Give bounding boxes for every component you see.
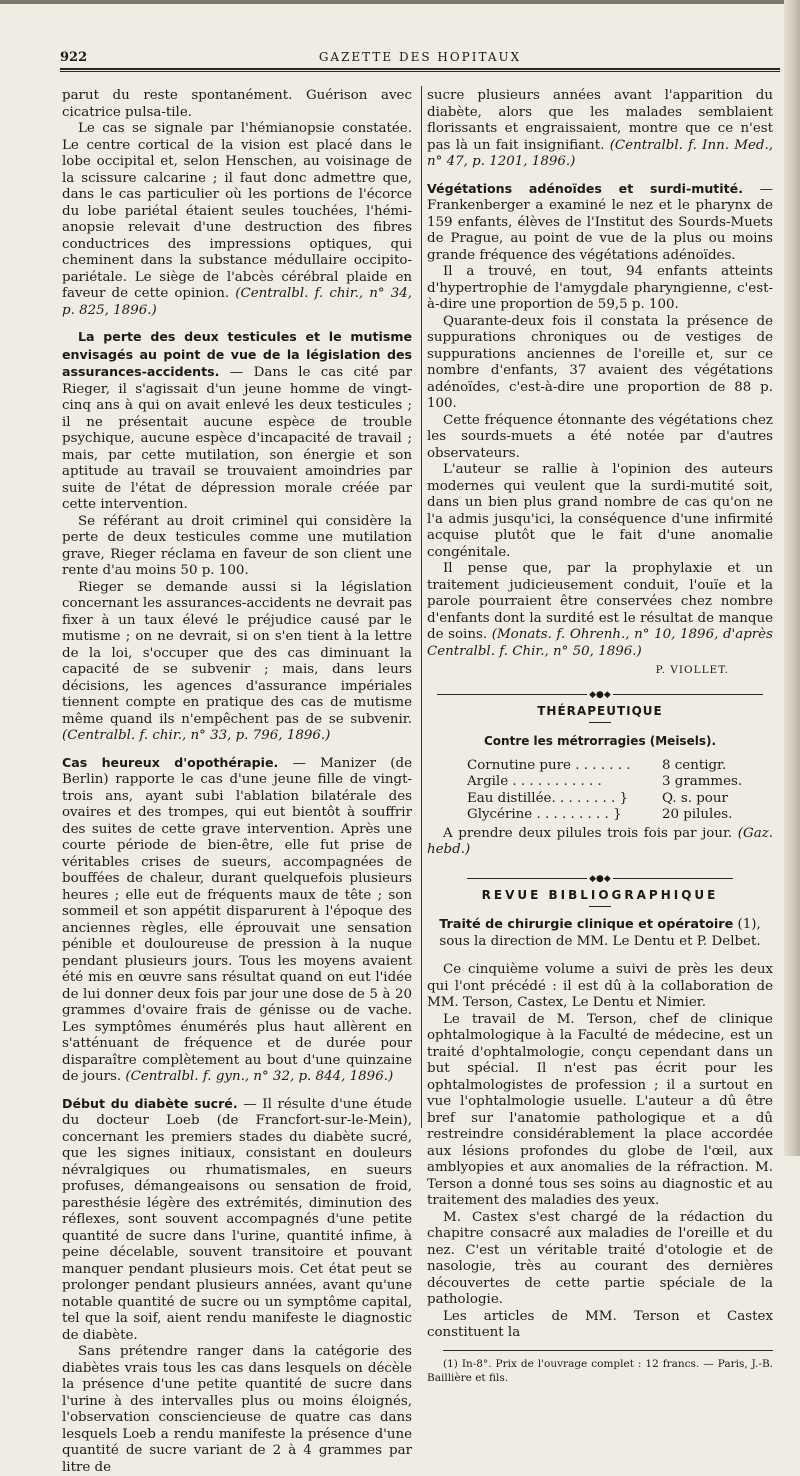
prescription-table [467, 758, 742, 824]
article-heading: La perte des deux testicules et le mutisme envisagés au point de vue de la législation des assurances-accidents. [62, 329, 412, 379]
paragraph: Cette fréquence étonnante des végétations chez les sourds-muets a été notée par d'autres observateurs. [427, 412, 773, 461]
running-title: GAZETTE DES HOPITAUX [318, 50, 522, 64]
paragraph: L'auteur se rallie à l'opinion des auteurs modernes qui veulent que la surdi-mutité soit, dans un bien plus grand nombre de cas qu'on ne l'a admis jusqu'ici, la conséquence d'une infirmité acquise plutôt que le fait d'une anomalie congénitale. [427, 462, 773, 560]
prescription-row: Cornutine pure . . . . . . . 8 centigr. [467, 757, 727, 773]
paragraph: Rieger se demande aussi si la législation concernant les assurances-accidents ne devrait pas fixer à un taux élevé le préjudice causé par le mutisme ; on ne devrait, si on s'en tient à la lettre de la loi, s'occuper que des cas diminuant la capacité de se subvenir ; mais, dans leurs décisions, les agences d'assurance impériales tiennent compte en pratique des cas de mutisme même quand ils n'empêchent pas de se subvenir. (Centralbl. f. chir., n° 33, p. 796, 1896.) [62, 579, 412, 743]
article: Début du diabète sucré. — Il résulte d'une étude du docteur Loeb (de Francfort-sur-le-Mein), concernant les premiers stades du diabète sucré, que les signes initiaux, consistant en douleurs névralgiques ou rhumatismales, en sueurs profuses, démangeaisons ou sensation de froid, paresthésie légère des extrémités, diminution des réflexes, sont souvent accompagnés d'une petite quantité de sucre dans l'urine, quantité infime, à peine décelable, souvent transitoire et pouvant manquer pendant plusieurs mois. Cet état peut se prolonger pendant plusieurs années, avant qu'une notable quantité de sucre ou un symptôme capital, tel que la soif, aient rendu manifeste le diagnostic de diabète. [62, 1095, 412, 1343]
article-heading: Végétations adénoïdes et surdi-mutité. [427, 180, 743, 196]
footnote-rule [443, 1350, 773, 1351]
page-header [60, 50, 780, 64]
citation: (Centralbl. f. gyn., n° 32, p. 844, 1896.) [125, 1069, 394, 1084]
paragraph: parut du reste spontanément. Guérison avec cicatrice pulsa-tile. [62, 88, 412, 120]
header-rule-thin [60, 71, 780, 72]
paragraph: Se référant au droit criminel qui considère la perte de deux testicules comme une mutilation grave, Rieger réclama en faveur de son client une rente d'au moins 50 p. 100. [62, 513, 412, 578]
citation: (Centralbl. f. chir., n° 33, p. 796, 1896.) [62, 728, 331, 743]
article: Végétations adénoïdes et surdi-mutité. — Frankenberger a examiné le nez et le pharynx de 159 enfants, élèves de l'Institut des Sourds-Muets de Prague, au point de vue de la plus ou moins grande fréquence des végétations adénoïdes. [427, 180, 773, 263]
column-divider [421, 86, 422, 1128]
article-heading: Cas heureux d'opothérapie. [62, 754, 279, 770]
paragraph: Le travail de M. Terson, chef de clinique ophtalmologique à la Faculté de médecine, est un traité d'ophtalmologie, conçu cependant dans un but spécial. Il n'est pas écrit pour les ophtalmologistes de profession ; il a surtout en vue l'ophtalmologie usuelle. L'auteur a dû être bref sur l'anatomie pathologique et a dû restreindre considérablement la place accordée aux lésions profondes du globe de l'œil, aux amblyopies et aux anomalies de la réfraction. M. Terson a donné tous ses soins au diagnostic et au traitement des maladies des yeux. [427, 1011, 773, 1208]
prescription-row: Eau distillée. . . . . . . . } Q. s. pour [467, 790, 728, 806]
page-edge [784, 0, 800, 1156]
article-heading: Début du diabète sucré. [62, 1095, 238, 1111]
header-rule [60, 68, 780, 70]
prescription-note: A prendre deux pilules trois fois par jour. (Gaz. hebd.) [427, 825, 773, 857]
citation: (Monats. f. Ohrenh., n° 10, 1896, d'après Centralbl. f. Chir., n° 50, 1896.) [427, 627, 773, 659]
book-heading: Traité de chirurgie clinique et opératoire (1), sous la direction de MM. Le Dentu et P. Delbet. [439, 917, 761, 949]
section-ornament: ◆●◆ [427, 871, 773, 881]
footnote: (1) In-8°. Prix de l'ouvrage complet : 12 francs. — Paris, J.-B. Baillière et fils. [427, 1357, 773, 1384]
article: Cas heureux d'opothérapie. — Manizer (de Berlin) rapporte le cas d'une jeune fille de vingt-trois ans, ayant subi l'ablation bilatérale des ovaires et des trompes, qui eut bientôt à souffrir des suites de cette grave intervention. Après une courte période de bien-être, elle fut prise de véritables crises de sueurs, accompagnées de bouffées de chaleur, durant quelquefois plusieurs heures ; elle eut de fréquents maux de tête ; son sommeil et son appétit disparurent à l'époque des anciennes règles, elle éprouvait une sensation pénible et douloureuse de pression à la nuque pendant plusieurs jours. Tous les moyens avaient été mis en œuvre sans résultat quand on eut l'idée de lui donner deux fois par jour une dose de 5 à 20 grammes d'ovaire frais de génisse ou de vache. Les symptômes énumérés plus haut allèrent en s'atténuant de fréquence et de durée pour disparaître complètement au bout d'une quinzaine de jours. (Centralbl. f. gyn., n° 32, p. 844, 1896.) [62, 754, 412, 1084]
paragraph: Il pense que, par la prophylaxie et un traitement judicieusement conduit, l'ouïe et la parole pourraient être conservées chez nombre d'enfants dont la surdité est le résultat de manque de soins. (Monats. f. Ohrenh., n° 10, 1896, d'après Centralbl. f. Chir., n° 50, 1896.) [427, 561, 773, 659]
paragraph: Ce cinquième volume a suivi de près les deux qui l'ont précédé : il est dû à la collaboration de MM. Terson, Castex, Le Dentu et Nimier. [427, 962, 773, 1010]
citation: (Centralbl. f. chir., n° 34, p. 825, 1896.) [62, 286, 412, 318]
paragraph: Le cas se signale par l'hémianopsie constatée. Le centre cortical de la vision est placé dans le lobe occipital et, selon Henschen, au voisinage de la scissure calcarine ; il faut donc admettre que, dans le cas particulier où les portions de l'écorce du lobe pariétal étaient seules touchées, l'hémi-anopsie relevait d'une destruction des fibres conductrices des impressions optiques, qui cheminent dans la substance médullaire occipito-pariétale. Le siège de l'abcès cérébral plaide en faveur de cette opinion. (Centralbl. f. chir., n° 34, p. 825, 1896.) [62, 121, 412, 318]
paragraph: Les articles de MM. Terson et Castex constituent la [427, 1308, 773, 1340]
section-ornament: ◆●◆ [427, 687, 773, 697]
article: La perte des deux testicules et le mutisme envisagés au point de vue de la législation des assurances-accidents. — Dans le cas cité par Rieger, il s'agissait d'un jeune homme de vingt-cinq ans à qui on avait enlevé les deux testicules ; il ne présentait aucune espèce de trouble psychique, aucune espèce d'incapacité de travail ; mais, par cette mutilation, son énergie et son aptitude au travail se trouvaient amoindries par suite de l'état de dépression morale créée par cette intervention. [62, 329, 412, 512]
citation: (Centralbl. f. Inn. Med., n° 47, p. 1201, 1896.) [427, 137, 773, 169]
left-column [62, 88, 412, 1476]
prescription-row: Glycérine . . . . . . . . . } 20 pilules. [467, 807, 733, 822]
author-signature: P. VIOLLET. [655, 664, 729, 676]
paragraph: Sans prétendre ranger dans la catégorie des diabètes vrais tous les cas dans lesquels on décèle la présence d'une petite quantité de sucre dans l'urine à des intervalles plus ou moins éloignés, l'observation consciencieuse de quatre cas dans lesquels Loeb a rendu manifeste la présence d'une quantité de sucre variant de 2 à 4 grammes par litre de [62, 1344, 412, 1475]
paragraph: Quarante-deux fois il constata la présence de suppurations chroniques ou de vestiges de suppurations anciennes de l'oreille et, sur ce nombre d'enfants, 37 avaient des végétations adénoïdes, c'est-à-dire une proportion de 88 p. 100. [427, 313, 773, 411]
prescription-title: Contre les métrorragies (Meisels). [483, 734, 717, 748]
section-title: REVUE BIBLIOGRAPHIQUE [481, 887, 719, 902]
paragraph: sucre plusieurs années avant l'apparition du diabète, alors que les malades semblaient florissants et engraissaient, montre que ce n'est pas là un fait insignifiant. (Centralbl. f. Inn. Med., n° 47, p. 1201, 1896.) [427, 88, 773, 169]
short-rule [589, 906, 611, 907]
top-border [0, 0, 800, 4]
right-column [427, 88, 773, 1385]
paragraph: Il a trouvé, en tout, 94 enfants atteints d'hypertrophie de l'amygdale pharyngienne, c'est-à-dire une proportion de 59,5 p. 100. [427, 264, 773, 312]
paragraph: M. Castex s'est chargé de la rédaction du chapitre consacré aux maladies de l'oreille et du nez. C'est un véritable traité d'otologie et de nasologie, très au courant des dernières découvertes de cette partie spéciale de la pathologie. [427, 1209, 773, 1307]
section-title: THÉRAPEUTIQUE [537, 703, 663, 718]
short-rule [589, 722, 611, 723]
prescription-row: Argile . . . . . . . . . . . 3 grammes. [467, 774, 743, 789]
page-number: 922 [60, 50, 88, 65]
